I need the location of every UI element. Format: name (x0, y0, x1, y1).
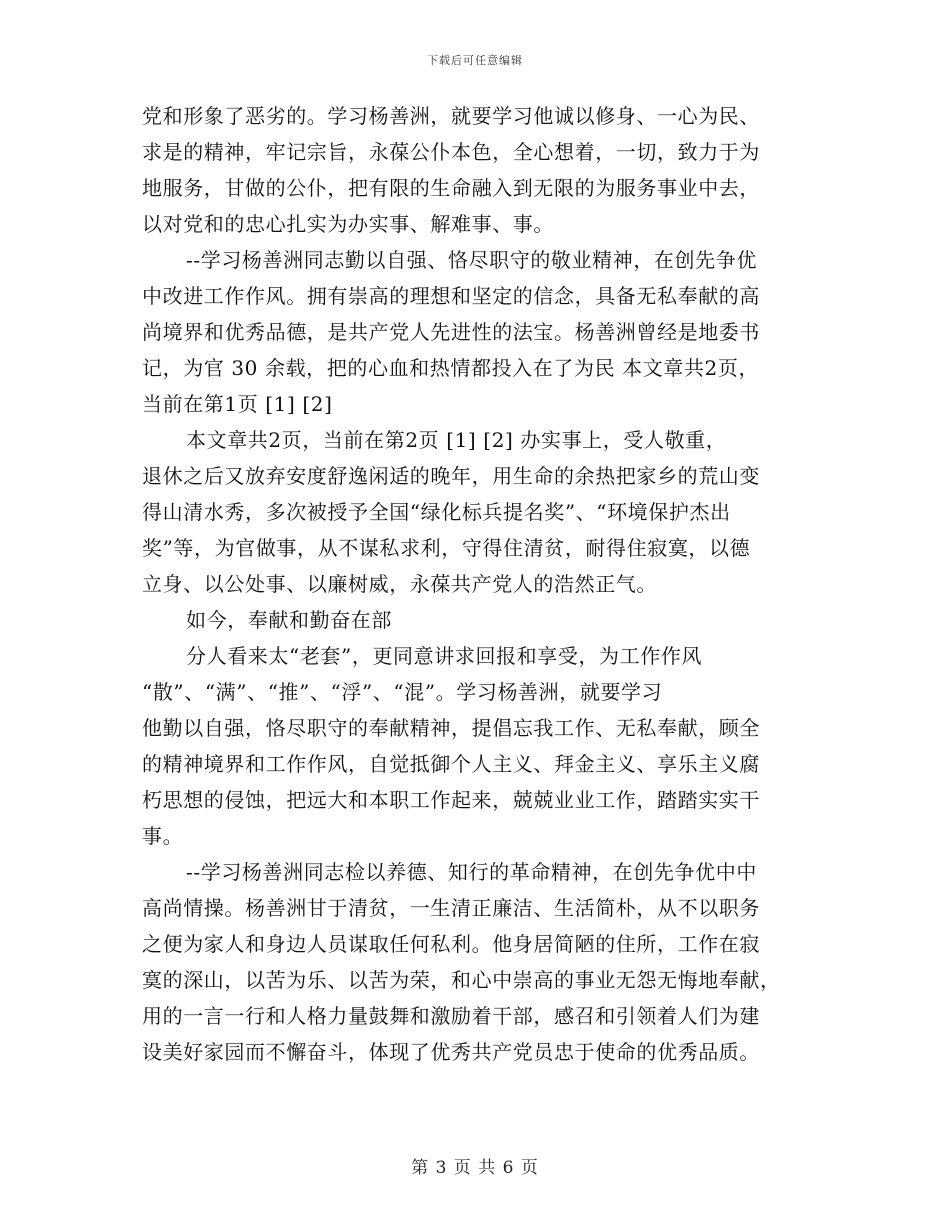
text-line: 用的一言一行和人格力量鼓舞和激励着干部，感召和引领着人们为建 (142, 1004, 760, 1028)
text-line: 党和形象了恶劣的。学习杨善洲，就要学习他诚以修身、一心为民、 (142, 104, 760, 128)
text-line: 记，为官 30 余载，把的心血和热情都投入在了为民 本文章共2页， (142, 356, 760, 380)
text-line: 求是的精神，牢记宗旨，永葆公仆本色，全心想着，一切，致力于为 (142, 140, 760, 164)
text-line: 地服务，甘做的公仆，把有限的生命融入到无限的为服务事业中去， (142, 176, 760, 200)
text-line: 尚境界和优秀品德，是共产党人先进性的法宝。杨善洲曾经是地委书 (142, 320, 760, 344)
text-line: 中改进工作作风。拥有崇高的理想和坚定的信念，具备无私奉献的高 (142, 284, 760, 308)
page-footer: 第 3 页 共 6 页 (411, 1158, 539, 1178)
text-line: 得山清水秀，多次被授予全国“绿化标兵提名奖”、“环境保护杰出 (142, 500, 731, 524)
text-line: 他勤以自强，恪尽职守的奉献精神，提倡忘我工作、无私奉献，顾全 (142, 716, 760, 740)
text-line: --学习杨善洲同志检以养德、知行的革命精神，在创先争优中中 (186, 860, 757, 884)
text-line: 当前在第1页 [1] [2] (142, 392, 333, 416)
page-header: 下载后可任意编辑 (427, 54, 523, 67)
text-line: 奖”等，为官做事，从不谋私求利，守得住清贫，耐得住寂寞，以德 (142, 536, 751, 560)
text-line: 以对党和的忠心扎实为办实事、解难事、事。 (142, 212, 554, 236)
text-line: 设美好家园而不懈奋斗，体现了优秀共产党员忠于使命的优秀品质。 (142, 1040, 760, 1064)
text-line: 之便为家人和身边人员谋取任何私利。他身居简陋的住所，工作在寂 (142, 932, 760, 956)
text-line: 分人看来太“老套”，更同意讲求回报和享受，为工作作风 (186, 644, 703, 668)
text-line: 退休之后又放弃安度舒逸闲适的晚年，用生命的余热把家乡的荒山变 (142, 464, 760, 488)
document-body (142, 98, 814, 1070)
text-line: 的精神境界和工作作风，自觉抵御个人主义、拜金主义、享乐主义腐 (142, 752, 760, 776)
text-line: 如今，奉献和勤奋在部 (186, 608, 392, 632)
text-line: --学习杨善洲同志勤以自强、恪尽职守的敬业精神，在创先争优 (186, 248, 757, 272)
text-line: 本文章共2页，当前在第2页 [1] [2] 办实事上，受人敬重， (186, 428, 727, 452)
text-line: 高尚情操。杨善洲甘于清贫，一生清正廉洁、生活简朴，从不以职务 (142, 896, 760, 920)
text-line: 寞的深山，以苦为乐、以苦为荣，和心中崇高的事业无怨无悔地奉献， (142, 968, 781, 992)
text-line: 事。 (142, 824, 184, 848)
text-line: 立身、以公处事、以廉树威，永葆共产党人的浩然正气。 (142, 572, 657, 596)
text-line: “散”、“满”、“推”、“浮”、“混”。学习杨善洲，就要学习 (142, 680, 663, 704)
text-line: 朽思想的侵蚀，把远大和本职工作起来，兢兢业业工作，踏踏实实干 (142, 788, 760, 812)
